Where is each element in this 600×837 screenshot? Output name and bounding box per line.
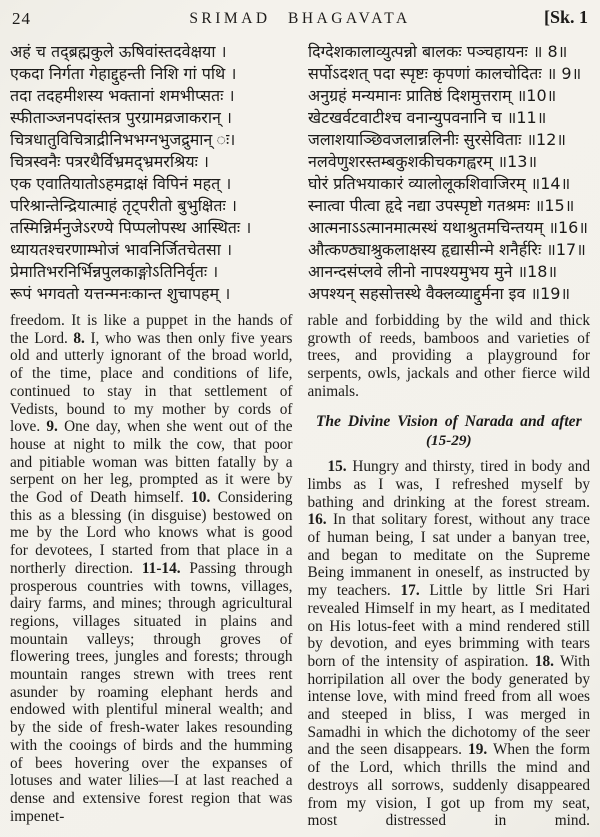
translation-paragraph: freedom. It is like a puppet in the hands of the Lord. 8. I, who was then only five years old and utterly ignorant of the broad world, of the time, place and conditions of life, continued to stay in that settlement of Vedists, bound to my mother by cords of love. 9. One day, when she went out of the house at night to milk the cow, that poor and pitiable woman was bitten fatally by a serpent on her leg, prompted as it were by the God of Death himself. 10. Considering this as a blessing (in disguise) bestowed on me by the Lord who knows what is good for devotees, I started from that place in a northerly direction. 11-14. Passing through prosperous countries with towns, villages, dairy farms, and mines; through agricultural regions, villages situated in plains and mountain valleys; through groves of flowering trees, jungles and forests; through mountain ranges strewn with trees rent asunder by roaming elephant herds and endowed with plentiful mineral wealth; and by the side of fresh-water lakes resounding with the cooings of birds and the humming of bees hovering over the expanses of lotuses and water lilies—I at last reached a dense and extensive forest region that was impenet-: [10, 312, 293, 825]
sanskrit-verse-line: एक एवातियातोऽहमद्राक्षं विपिनं महत् ।: [10, 174, 232, 193]
sanskrit-verse-line: खेटखर्वटवाटीश्च वनान्युपवनानि च ॥11॥: [308, 108, 547, 127]
sanskrit-verse-line: परिश्रान्तेन्द्रियात्माहं तृट्परीतो बुभुक्षितः ।: [10, 196, 237, 215]
verse-number: 9.: [46, 418, 58, 436]
page-title: SRIMAD BHAGAVATA: [189, 10, 411, 27]
verse-number: 11-14.: [141, 559, 181, 577]
verse-number: 18.: [534, 652, 554, 670]
sanskrit-verse-line: औत्कण्ठ्याश्रुकलाक्षस्य हृद्यासीन्मे शनैर्हरिः ॥17॥: [308, 240, 586, 259]
sanskrit-verse-line: प्रेमातिभरनिर्भिन्नपुलकाङ्गोऽतिनिर्वृतः ।: [10, 262, 219, 281]
skandha-label: [Sk. 1: [543, 7, 588, 27]
sanskrit-verse-line: अनुग्रहं मन्यमानः प्रातिष्ठं दिशमुत्तराम् ॥10॥: [308, 86, 557, 105]
section-heading: The Divine Vision of Narada and after: [315, 412, 582, 430]
sanskrit-verse-line: एकदा निर्गता गेहाद्दुहन्ती निशि गां पथि ।: [10, 64, 237, 83]
translation-left-column: [10, 312, 293, 830]
sanskrit-verse-line: दिग्देशकालाव्युत्पन्नो बालकः पञ्चहायनः ॥ 8॥: [308, 42, 568, 61]
sanskrit-verse-line: आत्मनाऽऽत्मानमात्मस्थं यथाश्रुतमचिन्तयम् ॥16॥: [308, 218, 588, 237]
sanskrit-verse-line: तदा तदहमीशस्य भक्तानां शमभीप्सतः ।: [10, 86, 235, 105]
sanskrit-left-column: [10, 41, 292, 305]
translation-paragraph: 15. Hungry and thirsty, tired in body and limbs as I was, I refreshed myself by bathing and drinking at the forest stream. 16. In that solitary forest, without any trace of human being, I sat under a banyan tree, and began to meditate on the Supreme Being immanent in oneself, as instructed by my teachers. 17. Little by little Sri Hari revealed Himself in my heart, as I meditated on His lotus-feet with a mind rendered still by devotion, and eyes brimming with tears born of the intensity of aspiration. 18. With horripilation all over the body generated by intense love, with mind freed from all woes and steeped in bliss, I was merged in Samadhi in which the dichotomy of the seer and the seen disappears. 19. When the form of the Lord, which thrills the mind and destroys all sorrows, suddenly disappeared from my vision, I got up from my seat, most distressed in mind.: [307, 458, 591, 830]
sanskrit-verse-line: अपश्यन् सहसोत्तस्थे वैक्लव्याद्दुर्मना इव ॥19॥: [308, 284, 571, 303]
sanskrit-verse-line: स्नात्वा पीत्वा हृदे नद्या उपस्पृष्टो गतश्रमः ॥15॥: [308, 196, 575, 215]
page-number: 24: [12, 9, 31, 28]
sanskrit-verse-line: आनन्दसंप्लवे लीनो नापश्यमुभय मुने ॥18॥: [308, 262, 558, 281]
sanskrit-verse-line: अहं च तद्ब्रह्मकुले ऊषिवांस्तदवेक्षया ।: [10, 42, 227, 61]
sanskrit-verse-line: चित्रस्वनैः पत्ररथैर्विभ्रमद्भ्रमरश्रियः ।: [10, 152, 209, 171]
sanskrit-verse-line: घोरं प्रतिभयाकारं व्यालोलूकशिवाजिरम् ॥14॥: [308, 174, 571, 193]
verse-number: 10.: [191, 489, 211, 507]
sanskrit-right-column: [308, 41, 590, 305]
sanskrit-verse-line: ध्यायतश्चरणाम्भोजं भावनिर्जितचेतसा ।: [10, 240, 233, 259]
sanskrit-verse-line: चित्रधातुविचित्राद्रीनिभभग्नभुजद्रुमान् ः।: [10, 130, 236, 149]
verse-number: 15.: [327, 458, 347, 476]
verse-number: 19.: [468, 741, 488, 759]
verse-number: 17.: [400, 582, 420, 600]
sanskrit-verse-line: तस्मिन्निर्मनुजेऽरण्ये पिप्पलोपस्थ आस्थितः ।: [10, 218, 252, 237]
translation-paragraph: rable and forbidding by the wild and thick growth of reeds, bamboos and varieties of trees, and providing a playground for serpents, owls, jackals and other fierce wild animals.: [307, 312, 590, 400]
translation-right-column: [308, 312, 591, 830]
verse-number: 16.: [307, 511, 327, 529]
verse-number: 8.: [73, 329, 85, 347]
sanskrit-verse-line: रूपं भगवतो यत्तन्मनःकान्त शुचापहम् ।: [10, 284, 231, 303]
sanskrit-verse-line: सर्पोऽदशत् पदा स्पृष्टः कृपणां कालचोदितः ॥ 9॥: [308, 64, 582, 83]
translation-section: [10, 312, 590, 830]
sanskrit-verse-line: स्फीताञ्जनपदांस्तत्र पुरग्रामव्रजाकरान् ।: [10, 108, 232, 127]
section-verse-range: (15-29): [425, 431, 472, 449]
sanskrit-verse-line: नलवेणुशरस्तम्बकुशकीचकगह्वरम् ॥13॥: [308, 152, 538, 171]
sanskrit-verse-line: जलाशयाञ्छिवजलान्नलिनीः सुरसेविताः ॥12॥: [308, 130, 566, 149]
page-header: [10, 6, 590, 32]
sanskrit-verses-section: [10, 41, 590, 305]
